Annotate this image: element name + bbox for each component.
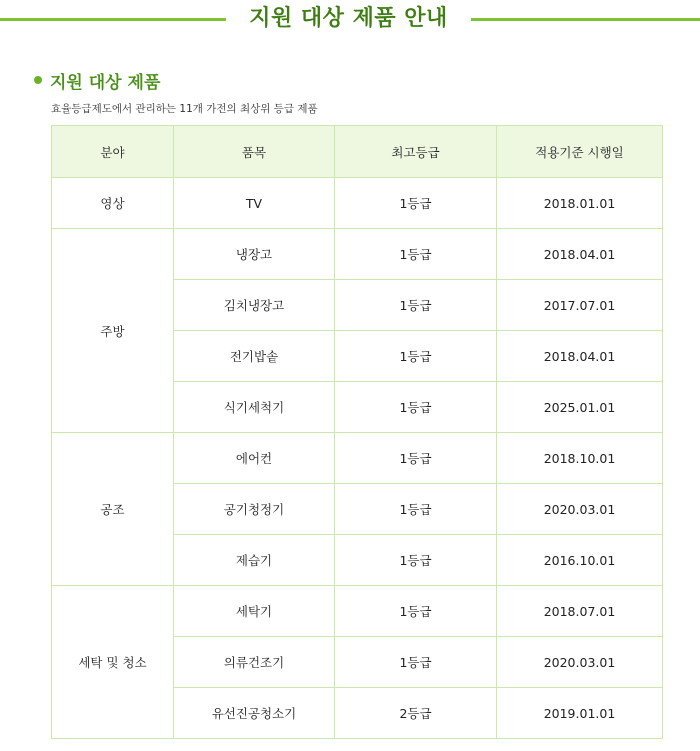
category-cell: 세탁 및 청소 <box>52 586 174 739</box>
item-cell: 냉장고 <box>174 229 335 280</box>
date-cell: 2018.04.01 <box>497 229 663 280</box>
item-cell: 세탁기 <box>174 586 335 637</box>
date-cell: 2019.01.01 <box>497 688 663 739</box>
table-row <box>52 229 663 280</box>
date-cell: 2018.10.01 <box>497 433 663 484</box>
header-category: 분야 <box>52 126 174 178</box>
date-cell: 2017.07.01 <box>497 280 663 331</box>
item-cell: 공기청정기 <box>174 484 335 535</box>
item-cell: 전기밥솥 <box>174 331 335 382</box>
header-item: 품목 <box>174 126 335 178</box>
grade-cell: 1등급 <box>335 433 497 484</box>
item-cell: 유선진공청소기 <box>174 688 335 739</box>
date-cell: 2020.03.01 <box>497 484 663 535</box>
date-cell: 2025.01.01 <box>497 382 663 433</box>
table-row <box>52 433 663 484</box>
grade-cell: 1등급 <box>335 178 497 229</box>
section-description: 효율등급제도에서 관리하는 11개 가전의 최상위 등급 제품 <box>51 103 318 115</box>
grade-cell: 1등급 <box>335 229 497 280</box>
page-title: 지원 대상 제품 안내 <box>249 6 448 31</box>
table-row <box>52 178 663 229</box>
title-divider-left <box>0 18 226 21</box>
date-cell: 2020.03.01 <box>497 637 663 688</box>
title-divider-right <box>471 18 700 21</box>
date-cell: 2016.10.01 <box>497 535 663 586</box>
item-cell: 에어컨 <box>174 433 335 484</box>
table-header-row <box>52 126 663 178</box>
header-date: 적용기준 시행일 <box>497 126 663 178</box>
item-cell: 의류건조기 <box>174 637 335 688</box>
section-heading-text: 지원 대상 제품 <box>50 72 161 93</box>
item-cell: 식기세척기 <box>174 382 335 433</box>
page-title-bar <box>0 0 700 40</box>
grade-cell: 1등급 <box>335 586 497 637</box>
product-table <box>51 125 663 739</box>
date-cell: 2018.01.01 <box>497 178 663 229</box>
category-cell: 주방 <box>52 229 174 433</box>
section-heading <box>34 67 160 93</box>
date-cell: 2018.07.01 <box>497 586 663 637</box>
category-cell: 영상 <box>52 178 174 229</box>
header-grade: 최고등급 <box>335 126 497 178</box>
item-cell: TV <box>174 178 335 229</box>
grade-cell: 1등급 <box>335 484 497 535</box>
bullet-icon <box>34 76 42 84</box>
table-row <box>52 586 663 637</box>
grade-cell: 1등급 <box>335 637 497 688</box>
grade-cell: 1등급 <box>335 535 497 586</box>
category-cell: 공조 <box>52 433 174 586</box>
grade-cell: 1등급 <box>335 280 497 331</box>
grade-cell: 1등급 <box>335 382 497 433</box>
grade-cell: 1등급 <box>335 331 497 382</box>
item-cell: 제습기 <box>174 535 335 586</box>
grade-cell: 2등급 <box>335 688 497 739</box>
item-cell: 김치냉장고 <box>174 280 335 331</box>
date-cell: 2018.04.01 <box>497 331 663 382</box>
